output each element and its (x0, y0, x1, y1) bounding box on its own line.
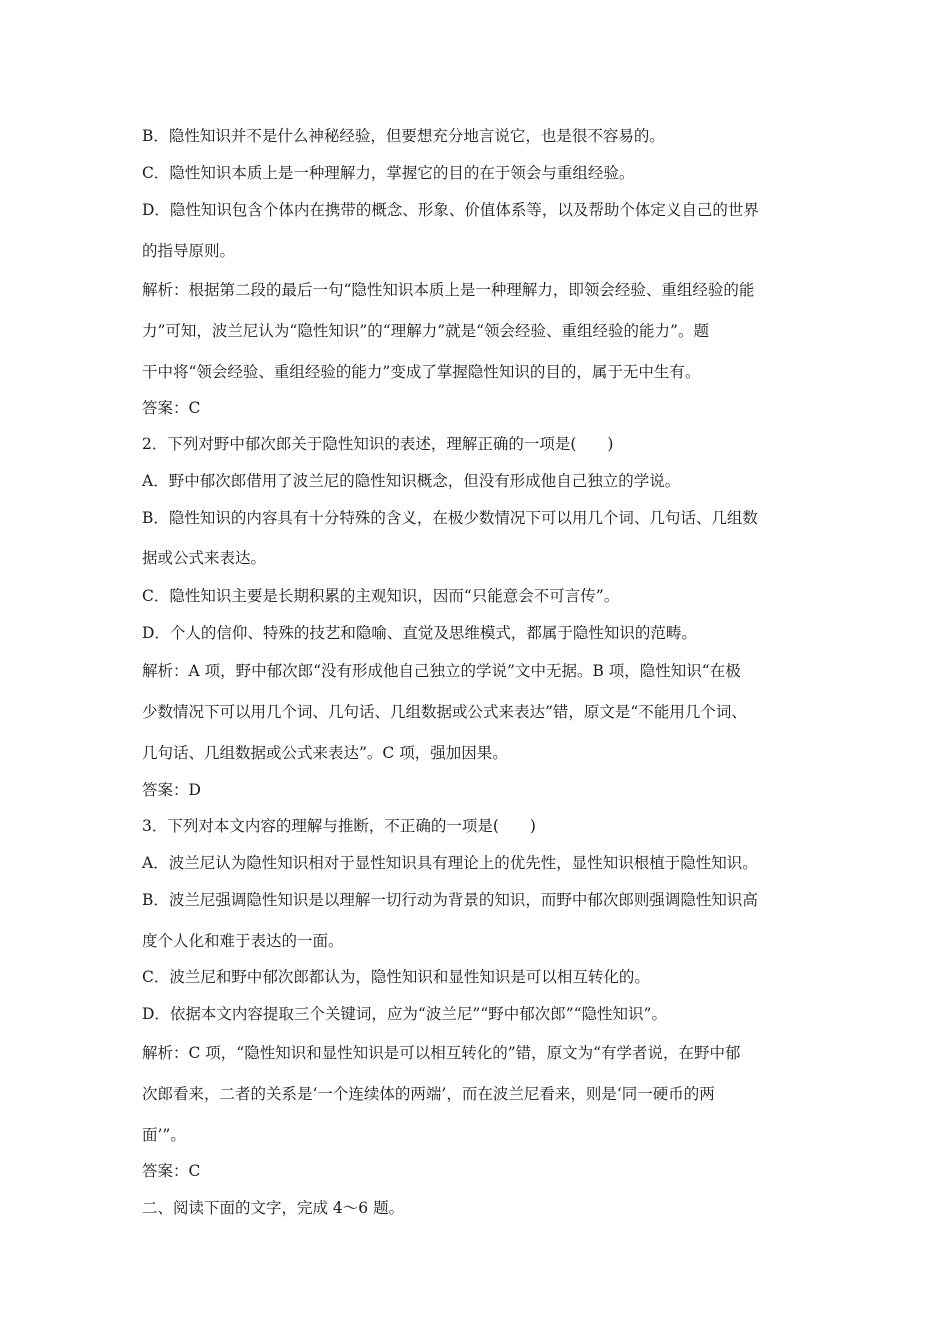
analysis-line: 解析：C 项，“隐性知识和显性知识是可以相互转化的”错，原文为“有学者说，在野中郁 (142, 1044, 741, 1062)
answer-line: 答案：D (142, 781, 201, 799)
option-b-line: B．隐性知识的内容具有十分特殊的含义，在极少数情况下可以用几个词、几句话、几组数 (142, 509, 758, 527)
analysis-line: 解析：根据第二段的最后一句“隐性知识本质上是一种理解力，即领会经验、重组经验的能 (142, 281, 755, 299)
option-a-line: A．波兰尼认为隐性知识相对于显性知识具有理论上的优先性，显性知识根植于隐性知识。 (142, 854, 758, 872)
option-d-line: D．个人的信仰、特殊的技艺和隐喻、直觉及思维模式，都属于隐性知识的范畴。 (142, 624, 697, 642)
option-c-line: C．波兰尼和野中郁次郎都认为，隐性知识和显性知识是可以相互转化的。 (142, 968, 650, 986)
question-2-stem: 2．下列对野中郁次郎关于隐性知识的表述，理解正确的一项是( ) (142, 435, 614, 453)
option-c-line: C．隐性知识本质上是一种理解力，掌握它的目的在于领会与重组经验。 (142, 164, 635, 182)
answer-line: 答案：C (142, 399, 201, 417)
analysis-line: 次郎看来，二者的关系是‘一个连续体的两端’，而在波兰尼看来，则是‘同一硬币的两 (142, 1085, 715, 1103)
analysis-line: 几句话、几组数据或公式来表达”。C 项，强加因果。 (142, 744, 508, 762)
answer-line: 答案：C (142, 1162, 201, 1180)
option-d-line: D．依据本文内容提取三个关键词，应为“波兰尼”“野中郁次郎”“隐性知识”。 (142, 1005, 667, 1023)
option-d-line: D．隐性知识包含个体内在携带的概念、形象、价值体系等，以及帮助个体定义自己的世界 (142, 201, 759, 219)
option-a-line: A．野中郁次郎借用了波兰尼的隐性知识概念，但没有形成他自己独立的学说。 (142, 472, 681, 490)
analysis-line: 干中将“领会经验、重组经验的能力”变成了掌握隐性知识的目的，属于无中生有。 (142, 363, 701, 381)
analysis-line: 力”可知，波兰尼认为“隐性知识”的“理解力”就是“领会经验、重组经验的能力”。题 (142, 322, 709, 340)
section-heading: 二、阅读下面的文字，完成 4～6 题。 (142, 1199, 405, 1217)
option-b-line: B．波兰尼强调隐性知识是以理解一切行动为背景的知识，而野中郁次郎则强调隐性知识高 (142, 891, 758, 909)
analysis-line: 少数情况下可以用几个词、几句话、几组数据或公式来表达”错，原文是“不能用几个词、 (142, 703, 747, 721)
option-c-line: C．隐性知识主要是长期积累的主观知识，因而“只能意会不可言传”。 (142, 587, 620, 605)
question-3-stem: 3．下列对本文内容的理解与推断，不正确的一项是( ) (142, 817, 536, 835)
option-b-continuation: 度个人化和难于表达的一面。 (142, 932, 344, 950)
option-b-line: B．隐性知识并不是什么神秘经验，但要想充分地言说它，也是很不容易的。 (142, 127, 665, 145)
option-d-continuation: 的指导原则。 (142, 242, 236, 260)
analysis-line: 解析：A 项，野中郁次郎“没有形成他自己独立的学说”文中无据。B 项，隐性知识“在极 (142, 662, 741, 680)
analysis-line: 面’”。 (142, 1126, 186, 1144)
option-b-continuation: 据或公式来表达。 (142, 549, 267, 567)
